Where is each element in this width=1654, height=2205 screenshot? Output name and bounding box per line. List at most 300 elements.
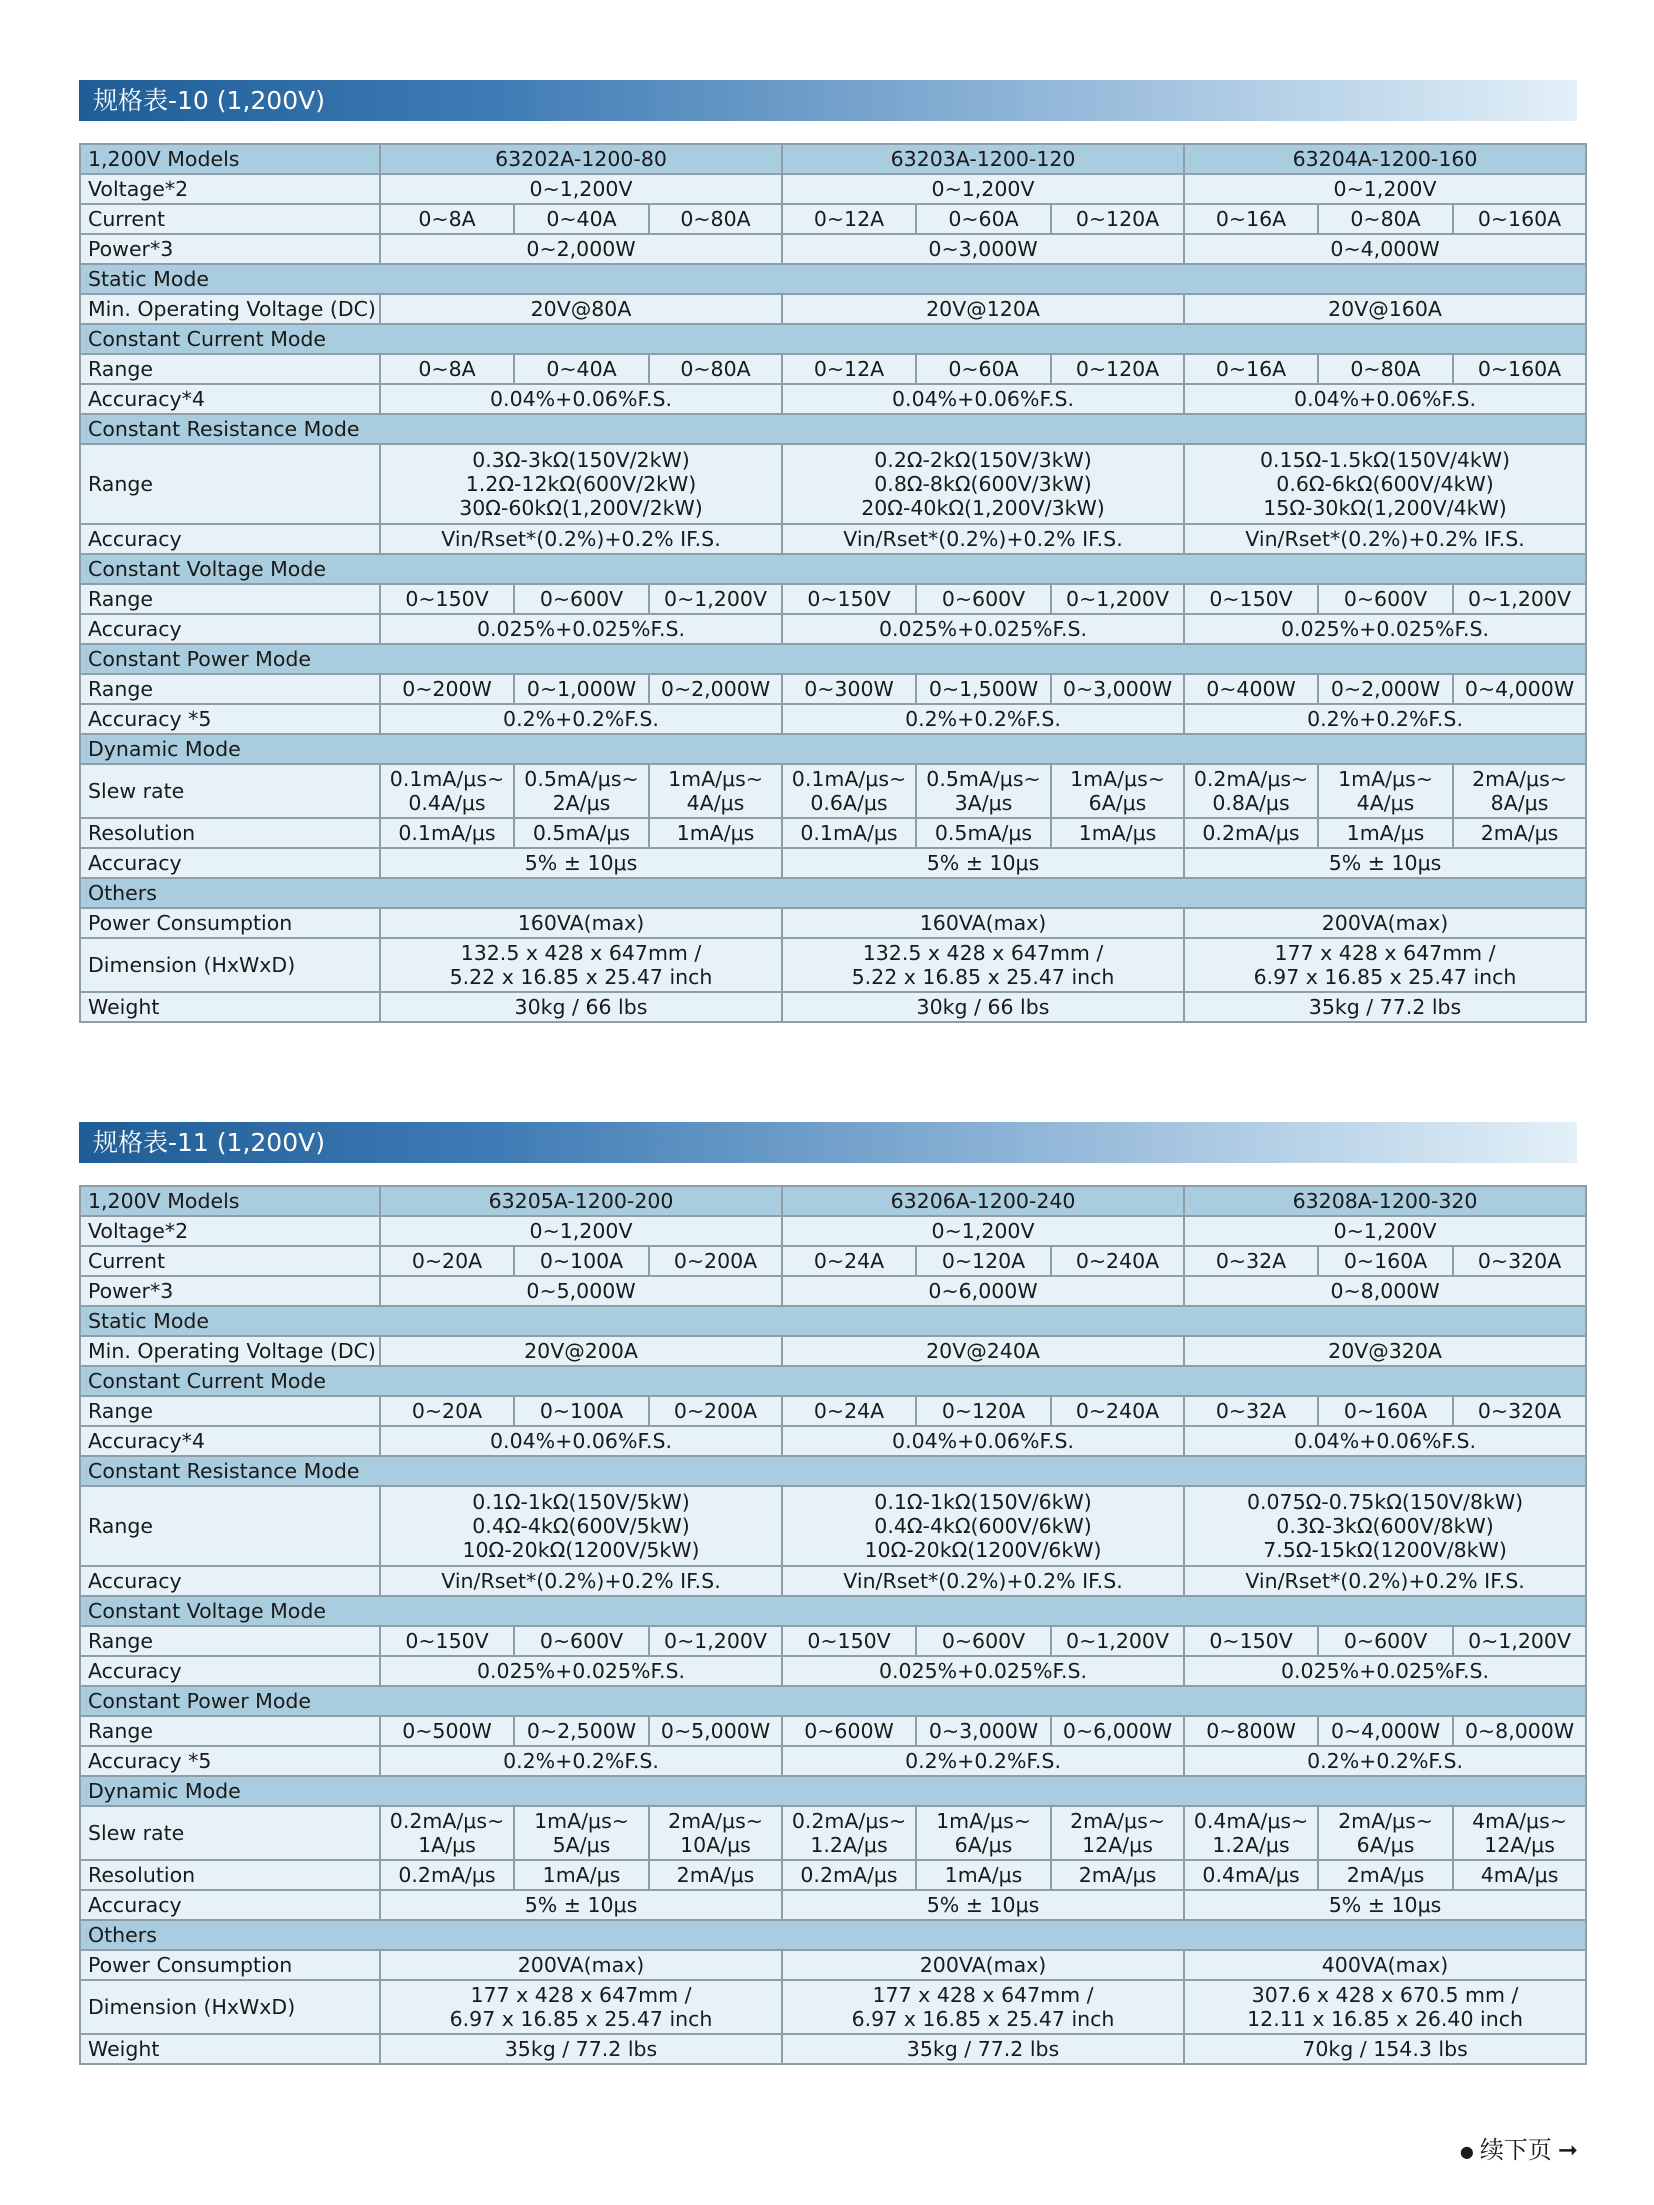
cell [782,938,1184,992]
cell: 0~4,000W [1453,674,1586,704]
cell: 0~1,200V [1051,584,1184,614]
cell: 70kg / 154.3 lbs [1184,2034,1586,2064]
cell: 0.2mA/μs [380,1860,514,1890]
cr-range-row [80,444,1586,524]
cell-line: 5A/μs [552,1833,611,1857]
cell: 0~100A [514,1396,649,1426]
cell: Vin/Rset*(0.2%)+0.2% IF.S. [1184,524,1586,554]
cell: 0.04%+0.06%F.S. [782,1426,1184,1456]
cr-accuracy-row [80,1566,1586,1596]
model-name: 63206A-1200-240 [782,1186,1184,1216]
power-row [80,234,1586,264]
row-label: Voltage*2 [80,174,380,204]
cell: 0.5mA/μs [916,818,1051,848]
cell: 0~600V [916,584,1051,614]
cell-line: 6.97 x 16.85 x 25.47 inch [1253,965,1517,989]
row-label: Slew rate [80,1806,380,1860]
cell: 0~120A [1051,354,1184,384]
cell: 0.04%+0.06%F.S. [1184,384,1586,414]
cell: 0~3,000W [1051,674,1184,704]
cell-line: 5.22 x 16.85 x 25.47 inch [851,965,1115,989]
section-row [80,1776,1586,1806]
row-label: Resolution [80,1860,380,1890]
cell: 0~600W [782,1716,916,1746]
model-name: 63208A-1200-320 [1184,1186,1586,1216]
cell: 0~1,200V [782,174,1184,204]
cell [514,1806,649,1860]
cell-line: 0.5mA/μs~ [926,767,1041,791]
cell-line: 0.075Ω-0.75kΩ(150V/8kW) [1246,1490,1524,1514]
row-label: Slew rate [80,764,380,818]
row-label: Min. Operating Voltage (DC) [80,294,380,324]
weight-row [80,992,1586,1022]
cell [514,764,649,818]
cell-line: 10A/μs [680,1833,751,1857]
section-row [80,1920,1586,1950]
cell [380,1486,782,1566]
section-heading: Dynamic Mode [80,1776,1586,1806]
cell: Vin/Rset*(0.2%)+0.2% IF.S. [782,524,1184,554]
cell: 0.2mA/μs [782,1860,916,1890]
cell-line: 0.8Ω-8kΩ(600V/3kW) [874,472,1092,496]
row-label: Range [80,584,380,614]
cell-line: 2mA/μs~ [1472,767,1567,791]
voltage-row [80,1216,1586,1246]
cell: 0~20A [380,1396,514,1426]
models-row [80,1186,1586,1216]
cell [916,764,1051,818]
row-label: Range [80,1396,380,1426]
cell-line: 12A/μs [1484,1833,1555,1857]
cell: 0~32A [1184,1246,1318,1276]
row-label: Range [80,1486,380,1566]
cell: 0.1mA/μs [380,818,514,848]
cell: 0~32A [1184,1396,1318,1426]
cv-accuracy-row [80,1656,1586,1686]
cell: Vin/Rset*(0.2%)+0.2% IF.S. [380,1566,782,1596]
power-row [80,1276,1586,1306]
cell: 0~6,000W [1051,1716,1184,1746]
cell: 0~40A [514,354,649,384]
cell [916,1806,1051,1860]
cell: Vin/Rset*(0.2%)+0.2% IF.S. [782,1566,1184,1596]
cell: 0~1,200V [380,1216,782,1246]
cell-line: 4A/μs [1356,791,1415,815]
cr-range-row [80,1486,1586,1566]
section-heading: Constant Power Mode [80,644,1586,674]
cell [1184,1486,1586,1566]
cell: 0.2%+0.2%F.S. [1184,1746,1586,1776]
row-label: Voltage*2 [80,1216,380,1246]
cell-line: 1.2A/μs [1212,1833,1290,1857]
cell: 0~600V [1318,1626,1453,1656]
cell-line: 2A/μs [552,791,611,815]
cell: 0~1,200V [1184,174,1586,204]
cell: 0~1,200V [649,584,782,614]
cell: 0~150V [380,584,514,614]
cell: 0.025%+0.025%F.S. [782,614,1184,644]
model-name: 63203A-1200-120 [782,144,1184,174]
cell: 0~5,000W [649,1716,782,1746]
cc-accuracy-row [80,1426,1586,1456]
cell: 2mA/μs [1051,1860,1184,1890]
cell: 35kg / 77.2 lbs [782,2034,1184,2064]
row-label: Accuracy [80,614,380,644]
cell: 1mA/μs [916,1860,1051,1890]
cell: 0.2mA/μs [1184,818,1318,848]
cell [1453,1806,1586,1860]
cell: 0~2,000W [380,234,782,264]
cc-accuracy-row [80,384,1586,414]
row-label: Current [80,204,380,234]
power-consumption-row [80,908,1586,938]
row-label: 1,200V Models [80,1186,380,1216]
cell: 2mA/μs [1318,1860,1453,1890]
section-row [80,878,1586,908]
cr-accuracy-row [80,524,1586,554]
cell: 0~100A [514,1246,649,1276]
cell-line: 0.4Ω-4kΩ(600V/6kW) [874,1514,1092,1538]
cell-line: 1.2A/μs [810,1833,888,1857]
cell: 20V@80A [380,294,782,324]
cell: 0~1,200V [380,174,782,204]
cell [782,1806,916,1860]
cell: 0~8A [380,204,514,234]
cell-line: 0.4Ω-4kΩ(600V/5kW) [472,1514,690,1538]
cell: 0~160A [1318,1396,1453,1426]
cell: 0~160A [1453,354,1586,384]
cell: 0~2,000W [649,674,782,704]
continued-next-page [1460,2130,1578,2165]
bullet-icon: ● [1459,2141,1474,2161]
cell: 0.4mA/μs [1184,1860,1318,1890]
row-label: Current [80,1246,380,1276]
cell: 0~320A [1453,1396,1586,1426]
slew-rate-row [80,1806,1586,1860]
cell: 200VA(max) [380,1950,782,1980]
cc-range-row [80,1396,1586,1426]
cell-line: 307.6 x 428 x 670.5 mm / [1251,1983,1519,2007]
cell: 0.025%+0.025%F.S. [380,614,782,644]
cell: 0~2,000W [1318,674,1453,704]
cell-line: 1mA/μs~ [534,1809,629,1833]
row-label: Accuracy [80,1566,380,1596]
cell: 0~150V [782,1626,916,1656]
cell [782,1486,1184,1566]
row-label: Accuracy [80,1890,380,1920]
cell: 5% ± 10μs [380,1890,782,1920]
cell: 0~600V [514,584,649,614]
cell: 0~2,500W [514,1716,649,1746]
cell: 0~4,000W [1184,234,1586,264]
cell-line: 3A/μs [954,791,1013,815]
cell-line: 0.6A/μs [810,791,888,815]
cell: 0~160A [1453,204,1586,234]
cell: 0~1,200V [1453,584,1586,614]
cell [1184,1980,1586,2034]
cell: 0~160A [1318,1246,1453,1276]
cp-range-row [80,1716,1586,1746]
resolution-row [80,818,1586,848]
cell: 0~1,200V [649,1626,782,1656]
cell-line: 0.4mA/μs~ [1193,1809,1309,1833]
cell: 0~40A [514,204,649,234]
cell-line: 0.3Ω-3kΩ(150V/2kW) [472,448,690,472]
row-label: Accuracy [80,848,380,878]
cell-line: 4mA/μs~ [1472,1809,1567,1833]
cell-line: 15Ω-30kΩ(1,200V/4kW) [1263,496,1507,520]
row-label: Weight [80,992,380,1022]
section-heading: Dynamic Mode [80,734,1586,764]
section-row [80,644,1586,674]
cell: 0.5mA/μs [514,818,649,848]
cell: 0~80A [1318,204,1453,234]
cell: 0~1,200V [782,1216,1184,1246]
cp-accuracy-row [80,704,1586,734]
cell [782,444,1184,524]
cell-line: 0.2mA/μs~ [389,1809,505,1833]
cv-range-row [80,584,1586,614]
cp-accuracy-row [80,1746,1586,1776]
cell-line: 0.2mA/μs~ [791,1809,907,1833]
dyn-accuracy-row [80,848,1586,878]
row-label: Dimension (HxWxD) [80,938,380,992]
cell: 0~16A [1184,204,1318,234]
cell [1453,764,1586,818]
section-heading: Others [80,1920,1586,1950]
cell: 0.04%+0.06%F.S. [380,384,782,414]
cell-line: 20Ω-40kΩ(1,200V/3kW) [861,496,1105,520]
cell-line: 6.97 x 16.85 x 25.47 inch [449,2007,713,2031]
cell-line: 2mA/μs~ [668,1809,763,1833]
cell: 0~80A [1318,354,1453,384]
cell: 5% ± 10μs [1184,848,1586,878]
cell: 0~80A [649,204,782,234]
cell: 0~80A [649,354,782,384]
cell: 0.025%+0.025%F.S. [1184,614,1586,644]
row-label: Power Consumption [80,908,380,938]
resolution-row [80,1860,1586,1890]
weight-row [80,2034,1586,2064]
row-label: Power*3 [80,234,380,264]
row-label: Range [80,354,380,384]
cell: 0~600V [1318,584,1453,614]
cell: 35kg / 77.2 lbs [380,2034,782,2064]
section-row [80,1456,1586,1486]
cell: 0~1,500W [916,674,1051,704]
cell: 0~500W [380,1716,514,1746]
cell-line: 177 x 428 x 647mm / [1274,941,1496,965]
section-heading: Static Mode [80,1306,1586,1336]
cell: 0~240A [1051,1246,1184,1276]
row-label: Accuracy*4 [80,1426,380,1456]
cell-line: 1.2Ω-12kΩ(600V/2kW) [465,472,697,496]
cell [380,764,514,818]
cp-range-row [80,674,1586,704]
cell: 0~150V [380,1626,514,1656]
cell: 0.2%+0.2%F.S. [1184,704,1586,734]
cell: 200VA(max) [782,1950,1184,1980]
cell: 0~150V [782,584,916,614]
cell-line: 4A/μs [686,791,745,815]
cell-line: 0.3Ω-3kΩ(600V/8kW) [1276,1514,1494,1538]
cell [782,1980,1184,2034]
voltage-row [80,174,1586,204]
cell-line: 0.8A/μs [1212,791,1290,815]
cell: 0~8,000W [1184,1276,1586,1306]
row-label: Accuracy [80,1656,380,1686]
row-label: Weight [80,2034,380,2064]
cell: 0~8A [380,354,514,384]
cell: 0~8,000W [1453,1716,1586,1746]
cell-line: 177 x 428 x 647mm / [872,1983,1094,2007]
row-label: Accuracy [80,524,380,554]
table-11-title: 规格表-11 (1,200V) [79,1122,1577,1163]
spec-table-10 [79,143,1587,1023]
cell: 20V@200A [380,1336,782,1366]
cell [1318,1806,1453,1860]
cell: 2mA/μs [1453,818,1586,848]
cell-line: 1mA/μs~ [668,767,763,791]
cell: 0~1,200V [1184,1216,1586,1246]
row-label: Range [80,444,380,524]
section-row [80,414,1586,444]
cell: 160VA(max) [380,908,782,938]
cell: 0~3,000W [916,1716,1051,1746]
cv-range-row [80,1626,1586,1656]
cell-line: 6.97 x 16.85 x 25.47 inch [851,2007,1115,2031]
cell-line: 7.5Ω-15kΩ(1200V/8kW) [1263,1538,1507,1562]
model-name: 63205A-1200-200 [380,1186,782,1216]
row-label: Accuracy *5 [80,704,380,734]
cell: 20V@320A [1184,1336,1586,1366]
cell: 2mA/μs [649,1860,782,1890]
cell: 5% ± 10μs [1184,1890,1586,1920]
min-op-voltage-row [80,1336,1586,1366]
power-consumption-row [80,1950,1586,1980]
section-heading: Constant Power Mode [80,1686,1586,1716]
current-row [80,1246,1586,1276]
cell-line: 0.15Ω-1.5kΩ(150V/4kW) [1259,448,1511,472]
cell: Vin/Rset*(0.2%)+0.2% IF.S. [380,524,782,554]
cell: 0~800W [1184,1716,1318,1746]
cell-line: 0.5mA/μs~ [524,767,639,791]
section-row [80,734,1586,764]
cell: 0~12A [782,204,916,234]
cell: 1mA/μs [514,1860,649,1890]
cell: 0~400W [1184,674,1318,704]
cell: 0~4,000W [1318,1716,1453,1746]
slew-rate-row [80,764,1586,818]
row-label: Power*3 [80,1276,380,1306]
cell: 0~1,200V [1453,1626,1586,1656]
table-10-title: 规格表-10 (1,200V) [79,80,1577,121]
dyn-accuracy-row [80,1890,1586,1920]
cell-line: 6A/μs [954,1833,1013,1857]
cell: 30kg / 66 lbs [782,992,1184,1022]
section-row [80,1306,1586,1336]
cv-accuracy-row [80,614,1586,644]
dimension-row [80,938,1586,992]
cell [782,764,916,818]
row-label: Resolution [80,818,380,848]
cell: 160VA(max) [782,908,1184,938]
cell [649,764,782,818]
cell-line: 2mA/μs~ [1338,1809,1433,1833]
cell [1051,1806,1184,1860]
row-label: Dimension (HxWxD) [80,1980,380,2034]
cell-line: 8A/μs [1490,791,1549,815]
cell: 0.2%+0.2%F.S. [782,704,1184,734]
model-name: 63202A-1200-80 [380,144,782,174]
cell: 20V@160A [1184,294,1586,324]
cell: 0.2%+0.2%F.S. [380,704,782,734]
section-row [80,554,1586,584]
cell: 0.025%+0.025%F.S. [782,1656,1184,1686]
cell: 0.04%+0.06%F.S. [782,384,1184,414]
section-heading: Constant Resistance Mode [80,414,1586,444]
row-label: Range [80,1626,380,1656]
cell [649,1806,782,1860]
cell-line: 0.2mA/μs~ [1193,767,1309,791]
cell [1184,444,1586,524]
cell-line: 0.6Ω-6kΩ(600V/4kW) [1276,472,1494,496]
cell: 0~150V [1184,1626,1318,1656]
cell: 1mA/μs [1051,818,1184,848]
cell: 0~1,200V [1051,1626,1184,1656]
section-heading: Constant Current Mode [80,1366,1586,1396]
cell: 0~24A [782,1396,916,1426]
cell: 4mA/μs [1453,1860,1586,1890]
cell-line: 30Ω-60kΩ(1,200V/2kW) [459,496,703,520]
spec-table-11 [79,1185,1587,2065]
cell: 0.2%+0.2%F.S. [380,1746,782,1776]
cell: 0~20A [380,1246,514,1276]
cell: 5% ± 10μs [782,848,1184,878]
cell: 5% ± 10μs [782,1890,1184,1920]
row-label: Min. Operating Voltage (DC) [80,1336,380,1366]
cell: 0~240A [1051,1396,1184,1426]
cell: 0~1,000W [514,674,649,704]
current-row [80,204,1586,234]
cell-line: 0.2Ω-2kΩ(150V/3kW) [874,448,1092,472]
section-heading: Constant Voltage Mode [80,1596,1586,1626]
cell-line: 1A/μs [418,1833,476,1857]
cell: 0~150V [1184,584,1318,614]
row-label: Range [80,674,380,704]
section-row [80,1686,1586,1716]
cell [1184,764,1318,818]
cell: 30kg / 66 lbs [380,992,782,1022]
cell: 0.025%+0.025%F.S. [380,1656,782,1686]
model-name: 63204A-1200-160 [1184,144,1586,174]
cell-line: 2mA/μs~ [1070,1809,1165,1833]
cell: 0~60A [916,354,1051,384]
cell: 0~200A [649,1396,782,1426]
cc-range-row [80,354,1586,384]
cell [1318,764,1453,818]
cell: 1mA/μs [649,818,782,848]
cell-line: 12A/μs [1082,1833,1153,1857]
cell: 0~120A [1051,204,1184,234]
cell: 0.025%+0.025%F.S. [1184,1656,1586,1686]
cell [1051,764,1184,818]
cell: 400VA(max) [1184,1950,1586,1980]
cell: 0~320A [1453,1246,1586,1276]
cell: 0~200W [380,674,514,704]
min-op-voltage-row [80,294,1586,324]
dimension-row [80,1980,1586,2034]
